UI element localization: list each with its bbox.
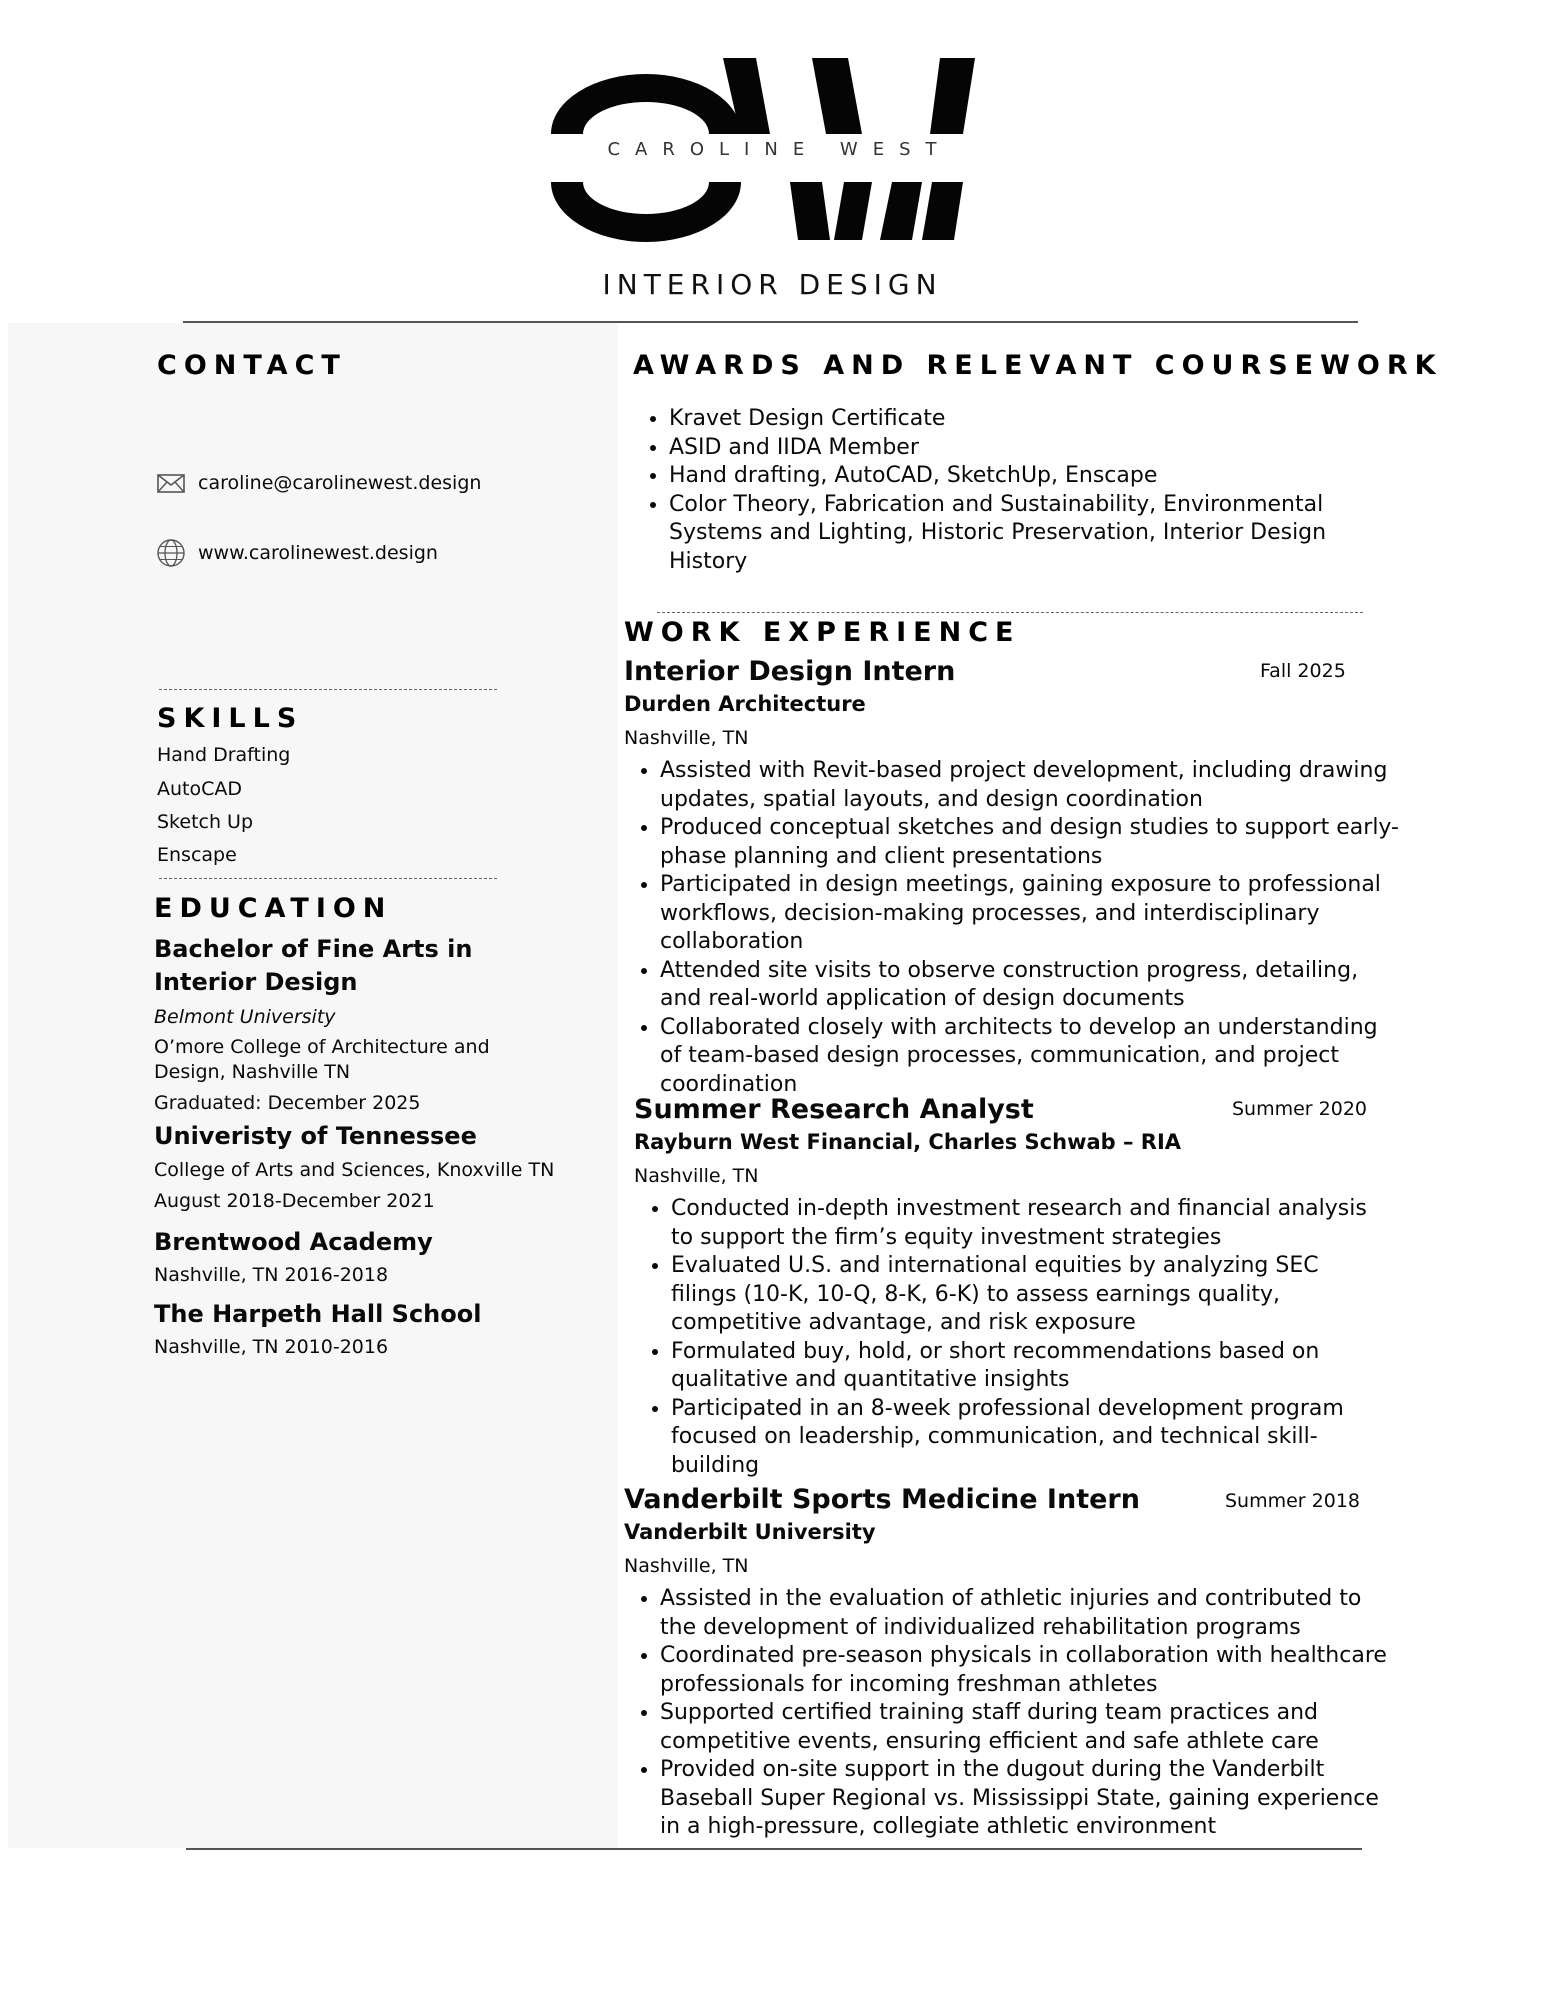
list-item: • Hand drafting, AutoCAD, SketchUp, Enscape [669,462,1369,491]
list-item: • Assisted with Revit-based project development, including drawing updates, spatial layouts, and design coordination [660,757,1400,814]
college-name: College of Arts and Sciences, Knoxville TN [154,1159,555,1181]
job-date: Summer 2018 [1225,1490,1361,1512]
contact-divider [159,689,497,690]
list-item: • Conducted in-depth investment research and financial analysis to support the firm’s equity investment strategies [671,1195,1381,1252]
skill-item: AutoCAD [157,778,243,800]
awards-list [633,405,1369,576]
header-divider [183,321,1358,323]
education-entry [154,1226,574,1288]
school-name: Univeristy of Tennessee [154,1122,477,1150]
work-title: WORK EXPERIENCE [624,617,1021,648]
education-entry [154,933,554,1116]
institution-name: Belmont University [154,1006,336,1028]
mail-icon [156,468,186,498]
email-link[interactable]: caroline@carolinewest.design [198,472,482,494]
job-organization: Vanderbilt University [624,1520,876,1544]
website-row [156,538,438,568]
education-entry [154,1120,574,1214]
list-item: • Coordinated pre-season physicals in collaboration with healthcare professionals for incoming freshman athletes [660,1642,1400,1699]
job-date: Summer 2020 [1232,1098,1368,1120]
list-item: • Participated in design meetings, gaining exposure to professional workflows, decision-making processes, and interdisciplinary collaboration [660,871,1400,957]
globe-icon [156,538,186,568]
job-title: Summer Research Analyst [634,1094,1034,1125]
list-item: • Assisted in the evaluation of athletic injuries and contributed to the development of individualized rehabilitation programs [660,1585,1400,1642]
list-item: • Participated in an 8-week professional development program focused on leadership, communication, and technical skill-building [671,1395,1381,1481]
awards-divider [657,612,1363,613]
skill-item: Enscape [157,844,237,866]
list-item: • Attended site visits to observe construction progress, detailing, and real-world application of design documents [660,957,1400,1014]
skill-item: Sketch Up [157,811,254,833]
school-details: Nashville, TN 2010-2016 [154,1336,389,1358]
website-link[interactable]: www.carolinewest.design [198,542,438,564]
job-bullets [624,757,1400,1099]
list-item: • Evaluated U.S. and international equities by analyzing SEC filings (10-K, 10-Q, 8-K, 6-K) to assess earnings quality, competitive advantage, and risk exposure [671,1252,1381,1338]
school-name: The Harpeth Hall School [154,1300,482,1328]
skill-item: Hand Drafting [157,744,291,766]
list-item: • Formulated buy, hold, or short recommendations based on qualitative and quantitative insights [671,1338,1381,1395]
graduation-date: Graduated: December 2025 [154,1092,421,1114]
job-date: Fall 2025 [1260,660,1346,682]
list-item: • Supported certified training staff during team practices and competitive events, ensuring efficient and safe athlete care [660,1699,1400,1756]
skills-divider [159,878,497,879]
job-location: Nashville, TN [624,1555,749,1577]
skills-title: SKILLS [157,703,304,734]
contact-title: CONTACT [157,350,347,381]
school-name: Brentwood Academy [154,1228,433,1256]
job-organization: Durden Architecture [624,692,866,716]
list-item: • Kravet Design Certificate [669,405,1369,434]
job-bullets [624,1585,1400,1842]
education-entry [154,1298,574,1360]
job-title: Interior Design Intern [624,656,956,687]
job-location: Nashville, TN [624,727,749,749]
list-item: • Collaborated closely with architects to develop an understanding of team-based design processes, communication, and project coordination [660,1014,1400,1100]
college-name: O’more College of Architecture and Design, Nashville TN [154,1036,490,1083]
attendance-dates: August 2018-December 2021 [154,1190,435,1212]
footer-divider [186,1848,1362,1850]
education-title: EDUCATION [154,893,393,924]
job-title: Vanderbilt Sports Medicine Intern [624,1484,1140,1515]
list-item: • Color Theory, Fabrication and Sustainability, Environmental Systems and Lighting, Historic Preservation, Interior Design History [669,491,1369,577]
list-item: • Provided on-site support in the dugout during the Vanderbilt Baseball Super Regional vs. Mississippi State, gaining experience in a high-pressure, collegiate athletic environment [660,1756,1400,1842]
logo-name: CAROLINE WEST [607,139,952,160]
job-organization: Rayburn West Financial, Charles Schwab – RIA [634,1130,1182,1154]
degree-name: Bachelor of Fine Arts in Interior Design [154,935,473,996]
page-subtitle: INTERIOR DESIGN [602,268,943,301]
list-item: • ASID and IIDA Member [669,434,1369,463]
job-location: Nashville, TN [634,1165,759,1187]
school-details: Nashville, TN 2016-2018 [154,1264,389,1286]
awards-title: AWARDS AND RELEVANT COURSEWORK [633,350,1443,381]
job-bullets [635,1195,1381,1480]
email-row [156,468,481,498]
list-item: • Produced conceptual sketches and design studies to support early-phase planning and client presentations [660,814,1400,871]
